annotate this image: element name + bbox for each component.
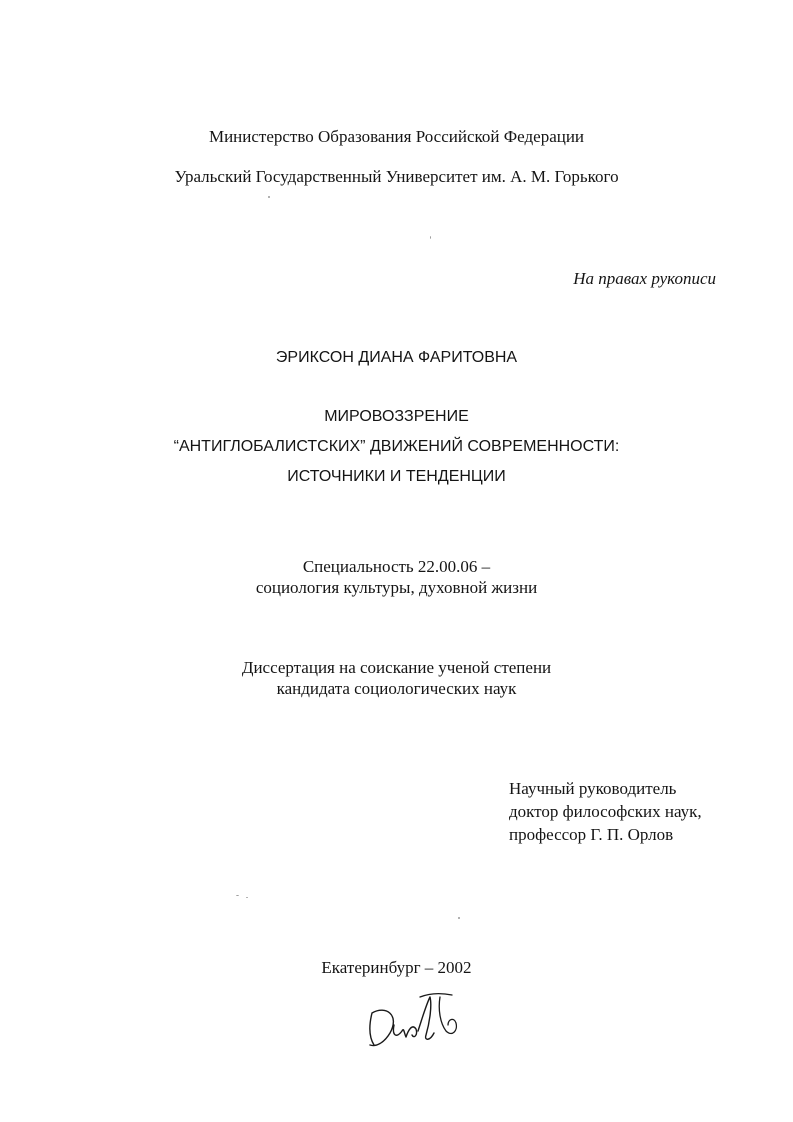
manuscript-note: На правах рукописи bbox=[573, 269, 716, 288]
degree-line-2: кандидата социологических наук bbox=[276, 679, 517, 698]
supervisor-name: профессор Г. П. Орлов bbox=[509, 825, 674, 844]
ministry-name: Министерство Образования Российской Федерации bbox=[208, 127, 585, 146]
scan-speck bbox=[458, 917, 460, 919]
supervisor-degree: доктор философских наук, bbox=[509, 802, 702, 821]
scan-speck bbox=[246, 897, 248, 898]
author-name: ЭРИКСОН ДИАНА ФАРИТОВНА bbox=[275, 349, 518, 366]
supervisor-role: Научный руководитель bbox=[509, 779, 677, 798]
scan-speck bbox=[236, 895, 239, 896]
title-line-1: МИРОВОЗЗРЕНИЕ bbox=[324, 408, 469, 425]
specialty-code: Специальность 22.00.06 – bbox=[302, 557, 491, 576]
scan-speck bbox=[268, 196, 270, 198]
place-and-year: Екатеринбург – 2002 bbox=[321, 958, 472, 977]
university-name: Уральский Государственный Университет им. А. М. Горького bbox=[174, 167, 619, 186]
specialty-name: социология культуры, духовной жизни bbox=[255, 578, 538, 597]
handwritten-signature bbox=[360, 985, 470, 1055]
title-line-3: ИСТОЧНИКИ И ТЕНДЕНЦИИ bbox=[287, 468, 506, 485]
supervisor-block bbox=[509, 777, 702, 846]
scan-speck bbox=[430, 236, 431, 239]
degree-line-1: Диссертация на соискание ученой степени bbox=[241, 658, 552, 677]
title-line-2: “АНТИГЛОБАЛИСТСКИХ” ДВИЖЕНИЙ СОВРЕМЕННОСТИ: bbox=[173, 438, 620, 455]
